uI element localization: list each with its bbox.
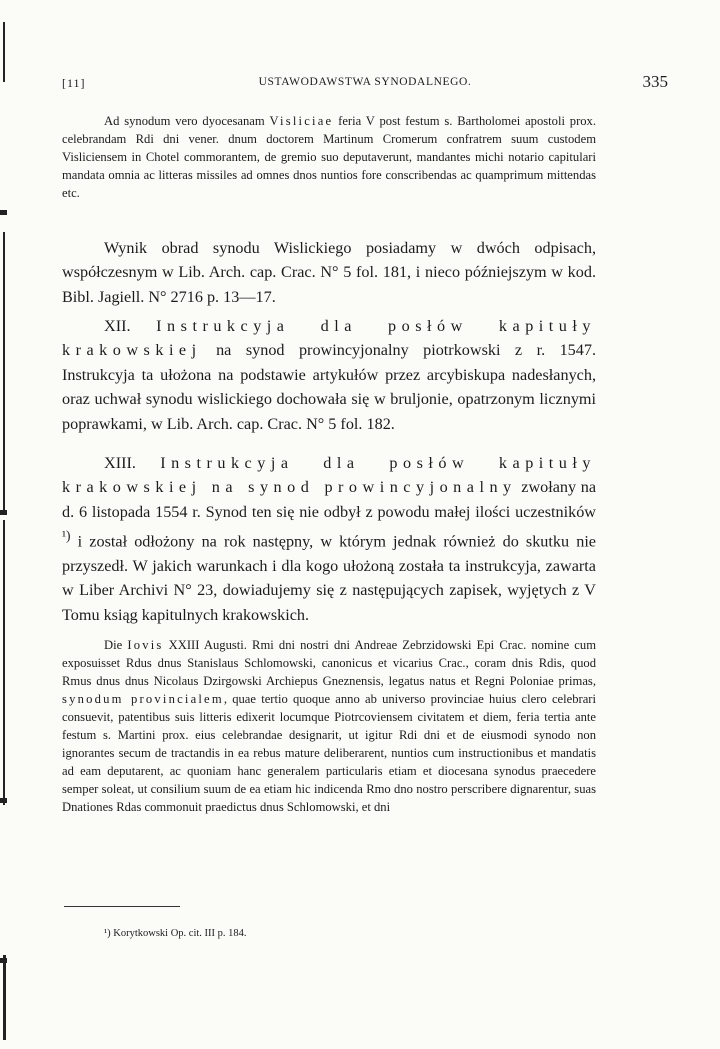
page-edge-mark (3, 232, 5, 512)
section-numeral: XIII. (104, 454, 161, 472)
text-run: i został odłożony na rok następny, w którym jednak również do skutku nie przyszedł. W jakich warunkach i dla kogo ułożoną została ta instrukcyja, zawarta w Liber Archivi N° 23, dowiadujemy się z następujących zapisek, wyjętych z V Tomu ksiąg kapitulnych krakowskich. (62, 532, 596, 624)
spaced-word: Iovis (127, 638, 164, 652)
spaced-word: Visliciae (269, 114, 334, 128)
text-run: Die (104, 638, 128, 652)
text-run: Wynik obrad synodu Wislickiego posiadamy w dwóch odpisach, współczesnym w Lib. Arch. cap. Crac. N° 5 fol. 181, i nieco późniejszym w kod. Bibl. Jagiell. N° 2716 p. 13—17. (62, 239, 596, 306)
page-number: 335 (642, 72, 668, 91)
text-run: feria V post festum s. Bartholomei apostoli prox. celebrandam Rdi dni vener. dnum doctorem Martinum Cromerum confratrem suum custodem Visliciensem in Chotel commorantem, de gremio suo deputaverunt, mandantes michi notario capitulari mandata omnia ac litteras missiles ad omnes dnos nuntios fore conscribendas ac quamprimum mittendas etc. (62, 114, 596, 200)
section-number: [11] (62, 76, 86, 90)
text-run: Ad synodum vero dyocesanam (104, 114, 270, 128)
page-edge-mark (3, 520, 5, 805)
section-numeral: XII. (104, 317, 157, 335)
running-title: USTAWODAWSTWA SYNODALNEGO. (258, 76, 472, 88)
latin-paragraph-chapter-record (62, 636, 596, 816)
text-run: XXIII Augusti. Rmi dni nostri dni Andreae Zebrzidowski Epi Crac. nomine cum exposuisset Rdus dnus Stanislaus Schlomowski, canonicus et vicarius Crac., coram dnis Rdis, quod Rmus dnus dnus Nicolaus Dzirgowski Archiepus Gneznensis, legatus natus et Regni Poloniae primas, (62, 638, 596, 688)
footnote: ¹) Korytkowski Op. cit. III p. 184. (104, 928, 247, 939)
latin-paragraph-synod-vislicia (62, 112, 596, 202)
paragraph-instruction-xii (62, 314, 596, 436)
page-edge-notch (0, 798, 7, 803)
footnote-rule (64, 906, 180, 907)
page-edge-notch (0, 210, 7, 215)
page-edge-mark (3, 22, 5, 82)
page-edge-mark (3, 955, 6, 1040)
spaced-word: synodum provincialem (62, 692, 224, 706)
footnote-reference: ¹) (62, 528, 71, 544)
paragraph-instruction-xiii (62, 451, 596, 627)
text-run: na synod prowincyjonalny piotrkowski z r. 1547. Instrukcyja ta ułożona na podstawie artykułów przez arcybiskupa nadesłanych, oraz uchwał synodu wislickiego dochowała się w bruljonie, opatrzonym licznymi poprawkami, w Lib. Arch. cap. Crac. N° 5 fol. 182. (62, 341, 596, 433)
page-edge-notch (0, 510, 7, 515)
text-run: zwołany na d. 6 listopada 1554 r. Synod ten się nie odbył z powodu małej ilości uczestników (62, 478, 597, 521)
text-run: , quae tertio quoque anno ab universo provinciae huius clero celebrari consuevit, patentibus suis litteris edixerit locumque Piotrcoviensem civitatem et diem, feria tertia ante festum s. Martini prox. eius celebrandae designarit, ut igitur Rdi dni et de eiusmodi synodo non ignorantes secum de tractandis in ea rebus mature deliberarent, nuntios cum instructionibus et mandatis ad eam deputarent, ac quoniam hanc generalem particularis etiam et diocesana synodus praecedere semper soleat, ut consilium suum de ea etiam hic indicenda Rmo dno nostro perscribere dignarentur, suas Dnationes Rdas commonuit praedictus dnus Schlomowski, et dni (62, 692, 596, 814)
spaced-title: Instrukcyja dla posłów kapituły krakowskiej na synod prowincyjonalny (62, 454, 596, 497)
spaced-title: Instrukcyja dla posłów kapituły krakowskiej (62, 317, 596, 360)
page-edge-notch (0, 958, 7, 963)
paragraph-synod-results (62, 236, 596, 309)
running-header (62, 72, 668, 94)
